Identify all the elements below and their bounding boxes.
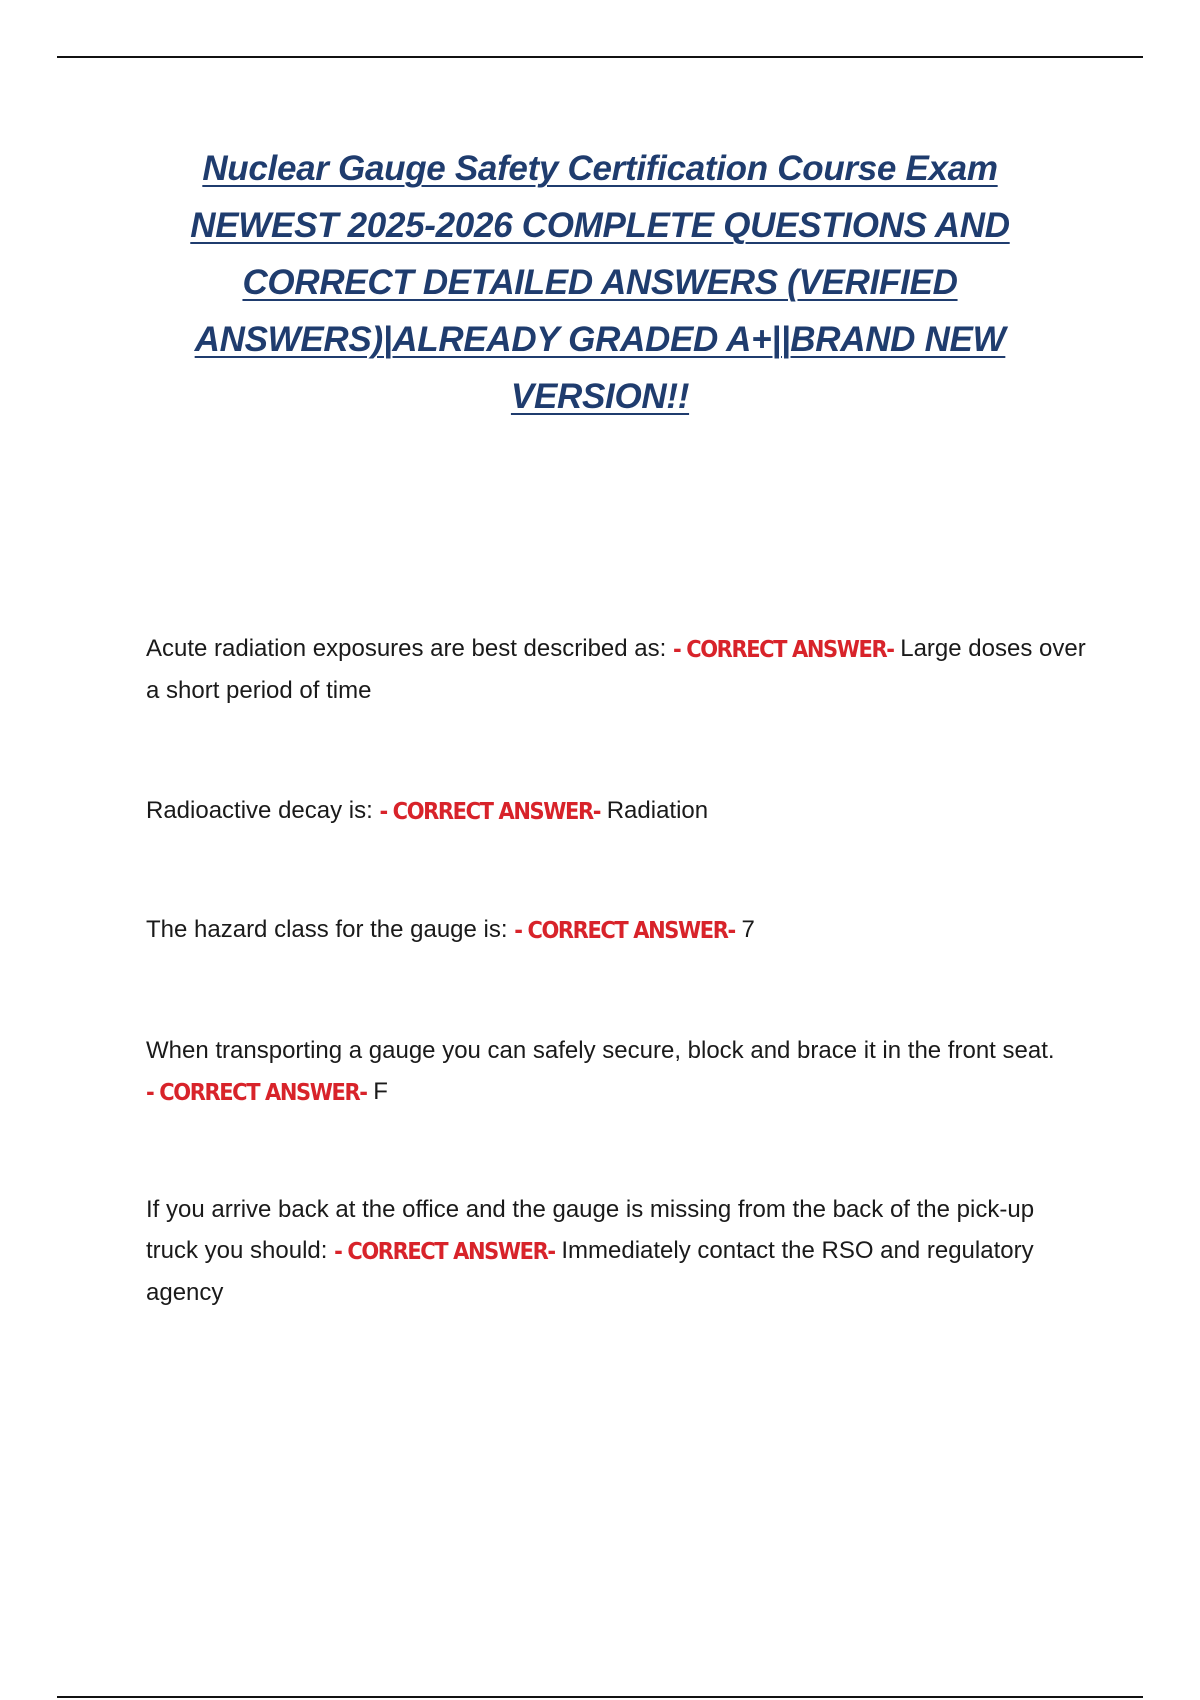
correct-answer-tag: - CORRECT ANSWER- (334, 1237, 555, 1265)
top-rule (57, 56, 1143, 58)
answer-text: 7 (741, 916, 755, 943)
document-title: Nuclear Gauge Safety Certification Course Exam NEWEST 2025-2026 COMPLETE QUESTIONS AND CORRECT DETAILED ANSWERS (VERIFIED ANSWERS)|ALREADY GRADED A+||BRAND NEW VERSION!! (190, 149, 1010, 416)
bottom-rule (57, 1696, 1143, 1698)
answer-text: Radiation (606, 797, 709, 824)
answer-text: Large doses over a short period of time (146, 635, 1086, 704)
correct-answer-tag: - CORRECT ANSWER- (146, 1078, 367, 1106)
correct-answer-tag: - CORRECT ANSWER- (514, 916, 735, 944)
qa-item-5 (146, 1189, 1086, 1313)
question-text: Radioactive decay is: (146, 797, 373, 824)
qa-item-1 (146, 628, 1086, 711)
answer-text: Immediately contact the RSO and regulatory agency (146, 1237, 1034, 1306)
question-text: If you arrive back at the office and the gauge is missing from the back of the pick-up truck you should: (146, 1196, 1035, 1264)
qa-item-4 (146, 1030, 1086, 1113)
correct-answer-tag: - CORRECT ANSWER- (672, 635, 894, 663)
qa-item-3 (146, 909, 1086, 951)
correct-answer-tag: - CORRECT ANSWER- (379, 797, 601, 825)
answer-text: F (373, 1078, 388, 1105)
question-text: Acute radiation exposures are best described as: (146, 635, 667, 662)
question-text: When transporting a gauge you can safely secure, block and brace it in the front seat. (146, 1037, 1055, 1064)
question-text: The hazard class for the gauge is: (146, 916, 508, 943)
qa-item-2 (146, 790, 1086, 832)
